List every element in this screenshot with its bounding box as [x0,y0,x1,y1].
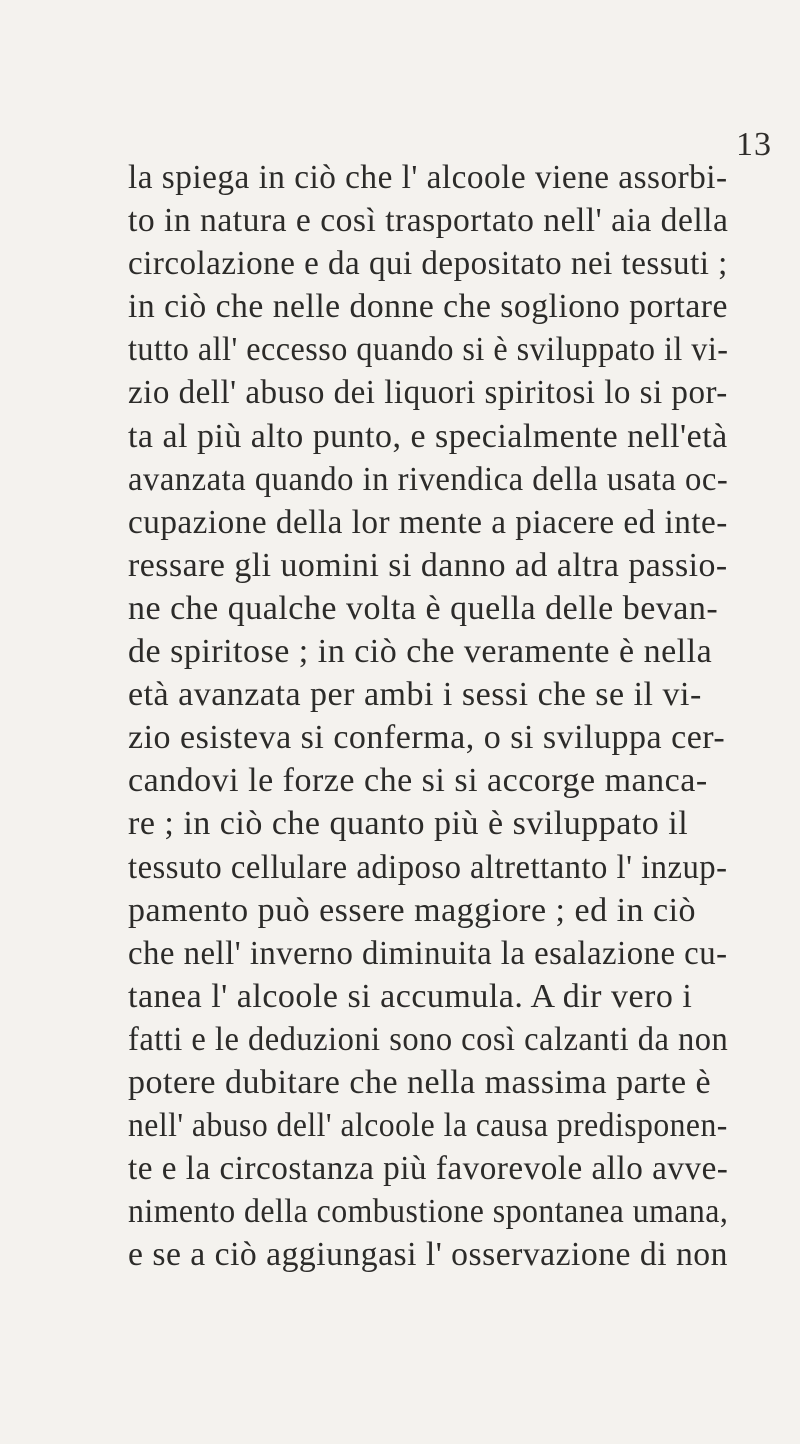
body-text [128,156,728,1276]
text-line: circolazione e da qui depositato nei tessuti ; [128,245,728,283]
text-line: zio esisteva si conferma, o si sviluppa cer- [128,719,726,757]
text-line: che nell' inverno diminuita la esalazione cu- [128,934,728,972]
text-line: in ciò che nelle donne che sogliono portare [128,288,728,326]
text-line: e se a ciò aggiungasi l' osservazione di non [128,1236,728,1274]
text-line: nimento della combustione spontanea umana, [128,1193,729,1231]
text-line: nell' abuso dell' alcoole la causa predisponen- [128,1107,728,1145]
text-line: to in natura e così trasportato nell' aia della [128,202,729,240]
text-line: cupazione della lor mente a piacere ed inte- [128,503,728,541]
text-line: te e la circostanza più favorevole allo avve- [128,1150,729,1188]
text-line: età avanzata per ambi i sessi che se il vi- [128,676,702,714]
text-line: la spiega in ciò che l' alcoole viene assorbi- [128,159,728,196]
text-line: tessuto cellulare adiposo altrettanto l' inzup- [128,848,728,886]
page-number: 13 [736,126,772,163]
text-line: ta al più alto punto, e specialmente nell'età [128,417,728,455]
text-line: ressare gli uomini si danno ad altra passio- [128,546,728,584]
text-line: tutto all' eccesso quando si è sviluppato il vi- [128,331,729,369]
text-line: zio dell' abuso dei liquori spiritosi lo si por- [128,374,728,412]
text-line: ne che qualche volta è quella delle bevan- [128,589,719,627]
text-line: avanzata quando in rivendica della usata oc- [128,460,729,498]
text-line: fatti e le deduzioni sono così calzanti da non [128,1020,729,1058]
text-line: pamento può essere maggiore ; ed in ciò [128,891,697,929]
text-line: tanea l' alcoole si accumula. A dir vero i [128,977,693,1015]
text-line: potere dubitare che nella massima parte è [128,1063,712,1101]
text-line: de spiritose ; in ciò che veramente è nella [128,633,713,671]
text-line: candovi le forze che si si accorge manca- [128,762,708,800]
text-line: re ; in ciò che quanto più è sviluppato il [128,805,689,843]
